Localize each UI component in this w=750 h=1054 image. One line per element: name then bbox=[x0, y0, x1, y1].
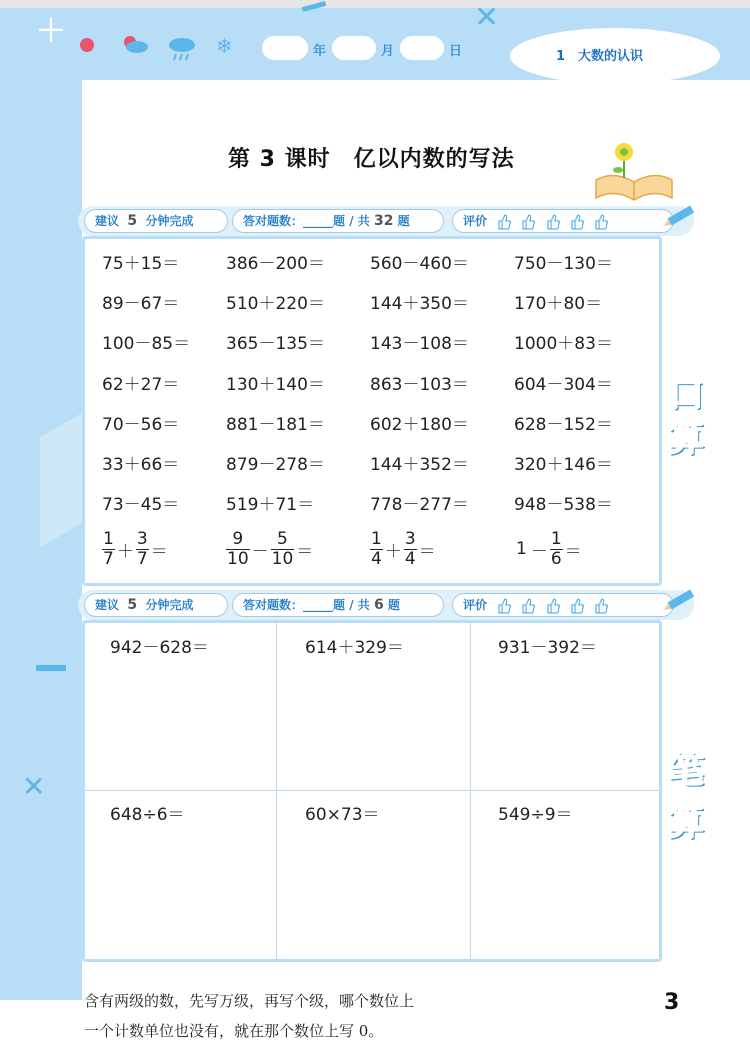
count-suffix: 题 bbox=[387, 598, 400, 612]
thumb-icon[interactable] bbox=[497, 598, 511, 614]
suggest-prefix: 建议 bbox=[95, 598, 120, 612]
tip-line-2: 一个计数单位也没有，就在那个数位上写 0。 bbox=[84, 1022, 384, 1040]
top-edge bbox=[0, 0, 750, 8]
fraction bbox=[102, 530, 115, 568]
written-problem: 549÷9＝ bbox=[498, 805, 573, 825]
fraction bbox=[550, 530, 563, 568]
oral-problem: 130＋140＝ bbox=[226, 375, 325, 395]
count-label: 答对题数： bbox=[243, 214, 304, 228]
side-label-suan: 算 bbox=[668, 802, 705, 843]
count-suffix: 题 bbox=[397, 214, 410, 228]
count-total: 6 bbox=[373, 597, 384, 613]
oral-problem: 560－460＝ bbox=[370, 254, 469, 274]
pencil-icon bbox=[660, 580, 700, 620]
snow-icon[interactable]: ❄ bbox=[216, 34, 233, 58]
oral-problem: 33＋66＝ bbox=[102, 455, 180, 475]
cloudy-icon[interactable] bbox=[120, 34, 150, 54]
rating bbox=[452, 209, 674, 233]
fraction-problem bbox=[514, 530, 584, 568]
oral-problem: 70－56＝ bbox=[102, 415, 180, 435]
numerator: 5 bbox=[271, 530, 295, 550]
oral-problem: 510＋220＝ bbox=[226, 294, 325, 314]
operator: ＋ bbox=[384, 541, 402, 562]
oral-problem: 320＋146＝ bbox=[514, 455, 613, 475]
count-mid: 题 / 共 bbox=[333, 214, 370, 228]
numerator: 1 bbox=[371, 529, 382, 549]
correct-count bbox=[232, 593, 444, 617]
operator: － bbox=[530, 541, 548, 562]
oral-problem: 602＋180＝ bbox=[370, 415, 469, 435]
equals: ＝ bbox=[418, 541, 436, 562]
suggest-minutes: 5 bbox=[127, 213, 138, 229]
rating bbox=[452, 593, 674, 617]
oral-problem: 863－103＝ bbox=[370, 375, 469, 395]
oral-problem: 628－152＝ bbox=[514, 415, 613, 435]
oral-header-bar bbox=[78, 206, 694, 236]
correct-count bbox=[232, 209, 444, 233]
denominator: 4 bbox=[371, 548, 382, 569]
denominator: 7 bbox=[136, 548, 148, 569]
rating-label: 评价 bbox=[463, 214, 488, 228]
suggest-suffix: 分钟完成 bbox=[145, 598, 194, 612]
oral-problem: 778－277＝ bbox=[370, 495, 469, 515]
suggest-time bbox=[84, 209, 228, 233]
oral-problem: 144＋350＝ bbox=[370, 294, 469, 314]
oral-problem: 75＋15＝ bbox=[102, 254, 180, 274]
oral-problem: 62＋27＝ bbox=[102, 375, 180, 395]
fraction bbox=[271, 530, 295, 568]
thumb-icon[interactable] bbox=[546, 214, 560, 230]
fraction bbox=[226, 530, 250, 568]
oral-problem: 948－538＝ bbox=[514, 495, 613, 515]
side-label-kou: 口 bbox=[668, 374, 705, 415]
plus-icon: ＋ bbox=[36, 14, 66, 49]
oral-problem: 73－45＝ bbox=[102, 495, 180, 515]
day-field[interactable] bbox=[400, 36, 444, 60]
written-problem: 931－392＝ bbox=[498, 638, 597, 658]
whole-number: 1 bbox=[516, 539, 527, 560]
thumb-icon[interactable] bbox=[521, 214, 535, 230]
rain-icon[interactable] bbox=[166, 36, 198, 62]
oral-problem: 604－304＝ bbox=[514, 375, 613, 395]
fraction-problem bbox=[370, 530, 438, 568]
times-icon: ✕ bbox=[22, 770, 46, 803]
equals: ＝ bbox=[564, 541, 582, 562]
fraction-problem bbox=[102, 530, 170, 568]
suggest-time bbox=[84, 593, 228, 617]
fraction-problem bbox=[226, 530, 315, 568]
unit-title: 1 大数的认识 bbox=[556, 49, 644, 64]
numerator: 1 bbox=[550, 529, 562, 549]
oral-problem: 881－181＝ bbox=[226, 415, 325, 435]
oral-problem: 89－67＝ bbox=[102, 294, 180, 314]
thumb-icon[interactable] bbox=[497, 214, 511, 230]
oral-problem: 100－85＝ bbox=[102, 334, 191, 354]
written-problem: 614＋329＝ bbox=[305, 638, 404, 658]
month-field[interactable] bbox=[332, 36, 376, 60]
denominator: 10 bbox=[271, 548, 294, 569]
times-icon: ✕ bbox=[474, 0, 500, 35]
day-label: 日 bbox=[449, 44, 463, 59]
grid-divider bbox=[85, 790, 659, 791]
oral-problem: 386－200＝ bbox=[226, 254, 325, 274]
written-problem: 648÷6＝ bbox=[110, 805, 185, 825]
denominator: 6 bbox=[550, 548, 562, 569]
grid-divider bbox=[276, 623, 277, 959]
thumb-icon[interactable] bbox=[521, 598, 535, 614]
oral-problem: 144＋352＝ bbox=[370, 455, 469, 475]
written-header-bar bbox=[78, 590, 694, 620]
fraction bbox=[370, 530, 383, 568]
oral-problem: 170＋80＝ bbox=[514, 294, 603, 314]
oral-problem: 879－278＝ bbox=[226, 455, 325, 475]
year-field[interactable] bbox=[262, 36, 308, 60]
oral-problem: 365－135＝ bbox=[226, 334, 325, 354]
written-problem: 60×73＝ bbox=[305, 805, 380, 825]
minus-icon bbox=[36, 665, 66, 671]
written-panel bbox=[82, 620, 662, 962]
count-total: 32 bbox=[373, 213, 394, 229]
thumb-icon[interactable] bbox=[546, 598, 560, 614]
count-blank[interactable]: _____ bbox=[303, 214, 334, 228]
grid-divider bbox=[470, 623, 471, 959]
thumb-icon[interactable] bbox=[594, 214, 608, 230]
operator: － bbox=[251, 541, 269, 562]
suggest-minutes: 5 bbox=[127, 597, 138, 613]
sun-icon[interactable] bbox=[80, 38, 94, 52]
denominator: 7 bbox=[103, 548, 114, 569]
book-flower-icon bbox=[592, 140, 676, 202]
denominator: 10 bbox=[227, 548, 249, 569]
equals: ＝ bbox=[296, 541, 314, 562]
numerator: 9 bbox=[226, 530, 250, 550]
thumb-icon[interactable] bbox=[570, 214, 584, 230]
fraction bbox=[136, 530, 149, 568]
oral-problem: 750－130＝ bbox=[514, 254, 613, 274]
side-label-suan: 算 bbox=[668, 418, 705, 459]
count-blank[interactable]: _____ bbox=[303, 598, 334, 612]
thumb-icon[interactable] bbox=[570, 598, 584, 614]
count-label: 答对题数： bbox=[243, 598, 304, 612]
thumb-icon[interactable] bbox=[594, 598, 608, 614]
denominator: 4 bbox=[404, 548, 416, 569]
oral-problem: 143－108＝ bbox=[370, 334, 469, 354]
operator: ＋ bbox=[116, 541, 134, 562]
oral-problem: 519＋71＝ bbox=[226, 495, 315, 515]
equals: ＝ bbox=[150, 541, 168, 562]
year-label: 年 bbox=[313, 44, 327, 59]
count-mid: 题 / 共 bbox=[333, 598, 370, 612]
rating-label: 评价 bbox=[463, 598, 488, 612]
oral-problem: 1000＋83＝ bbox=[514, 334, 613, 354]
side-label-bi: 笔 bbox=[668, 750, 705, 791]
fraction bbox=[404, 530, 417, 568]
numerator: 1 bbox=[103, 529, 114, 549]
numerator: 3 bbox=[136, 529, 148, 549]
suggest-prefix: 建议 bbox=[95, 214, 120, 228]
written-problem: 942－628＝ bbox=[110, 638, 209, 658]
page-number: 3 bbox=[664, 990, 680, 1015]
tip-line-1: 含有两级的数，先写万级，再写个级，哪个数位上 bbox=[84, 992, 415, 1010]
month-label: 月 bbox=[381, 44, 395, 59]
numerator: 3 bbox=[404, 529, 416, 549]
pencil-icon bbox=[660, 196, 700, 236]
suggest-suffix: 分钟完成 bbox=[145, 214, 194, 228]
lesson-title: 第 3 课时 亿以内数的写法 bbox=[228, 147, 515, 172]
